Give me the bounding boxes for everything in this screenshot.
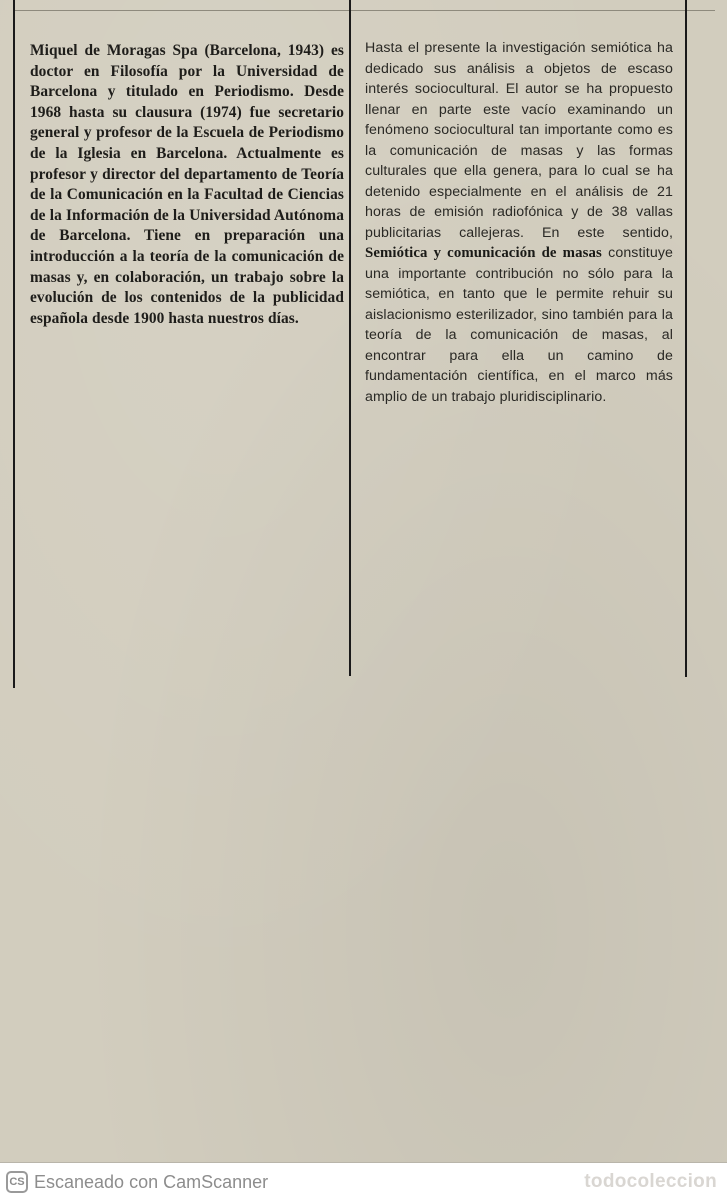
book-title-emphasis: Semiótica y comunicación de masas (365, 245, 602, 261)
author-biography (30, 41, 344, 329)
right-column-rule (685, 0, 687, 677)
left-column-rule (13, 0, 15, 688)
camscanner-label: Escaneado con CamScanner (34, 1172, 269, 1192)
author-biography-text: Miquel de Moragas Spa (Barcelona, 1943) es doctor en Filosofía por la Universidad de Barcelona y titulado en Periodismo. Desde 1968 hasta su clausura (1974) fue secretario general y profesor de la Escuela de Periodismo de la Iglesia en Barcelona. Actualmente es profesor y director del departamento de Teoría de la Comunicación en la Facultad de Ciencias de la Información de la Universidad Autónoma de Barcelona. Tiene en preparación una introducción a la teoría de la comunicación de masas y, en colaboración, un trabajo sobre la evolución de los contenidos de la publicidad española desde 1900 hasta nuestros días. (30, 42, 344, 327)
top-border-line (14, 10, 715, 11)
book-description-text-after: constituye una importante contribución no sólo para la semiótica, en tanto que le permite rehuir su aislacionismo esterilizador, sino también para la teoría de la comunicación de masas, al encontrar para ella un camino de fundamentación científica, en el marco más amplio de un trabajo pluridisciplinario. (365, 245, 674, 405)
book-description (365, 38, 673, 407)
center-column-rule (349, 0, 351, 676)
todocoleccion-watermark: todocoleccion (584, 1171, 717, 1192)
scan-footer (0, 1162, 727, 1201)
camscanner-logo-icon: CS (6, 1171, 28, 1193)
book-description-text-before: Hasta el presente la investigación semiótica ha dedicado sus análisis a objetos de escaso interés sociocultural. El autor se ha propuesto llenar en parte este vacío examinando un fenómeno sociocultural tan importante como es la comunicación de masas y las formas culturales que ella genera, para lo cual se ha detenido especialmente en el análisis de 21 horas de emisión radiofónica y de 38 vallas publicitarias callejeras. En este sentido, (365, 40, 673, 241)
